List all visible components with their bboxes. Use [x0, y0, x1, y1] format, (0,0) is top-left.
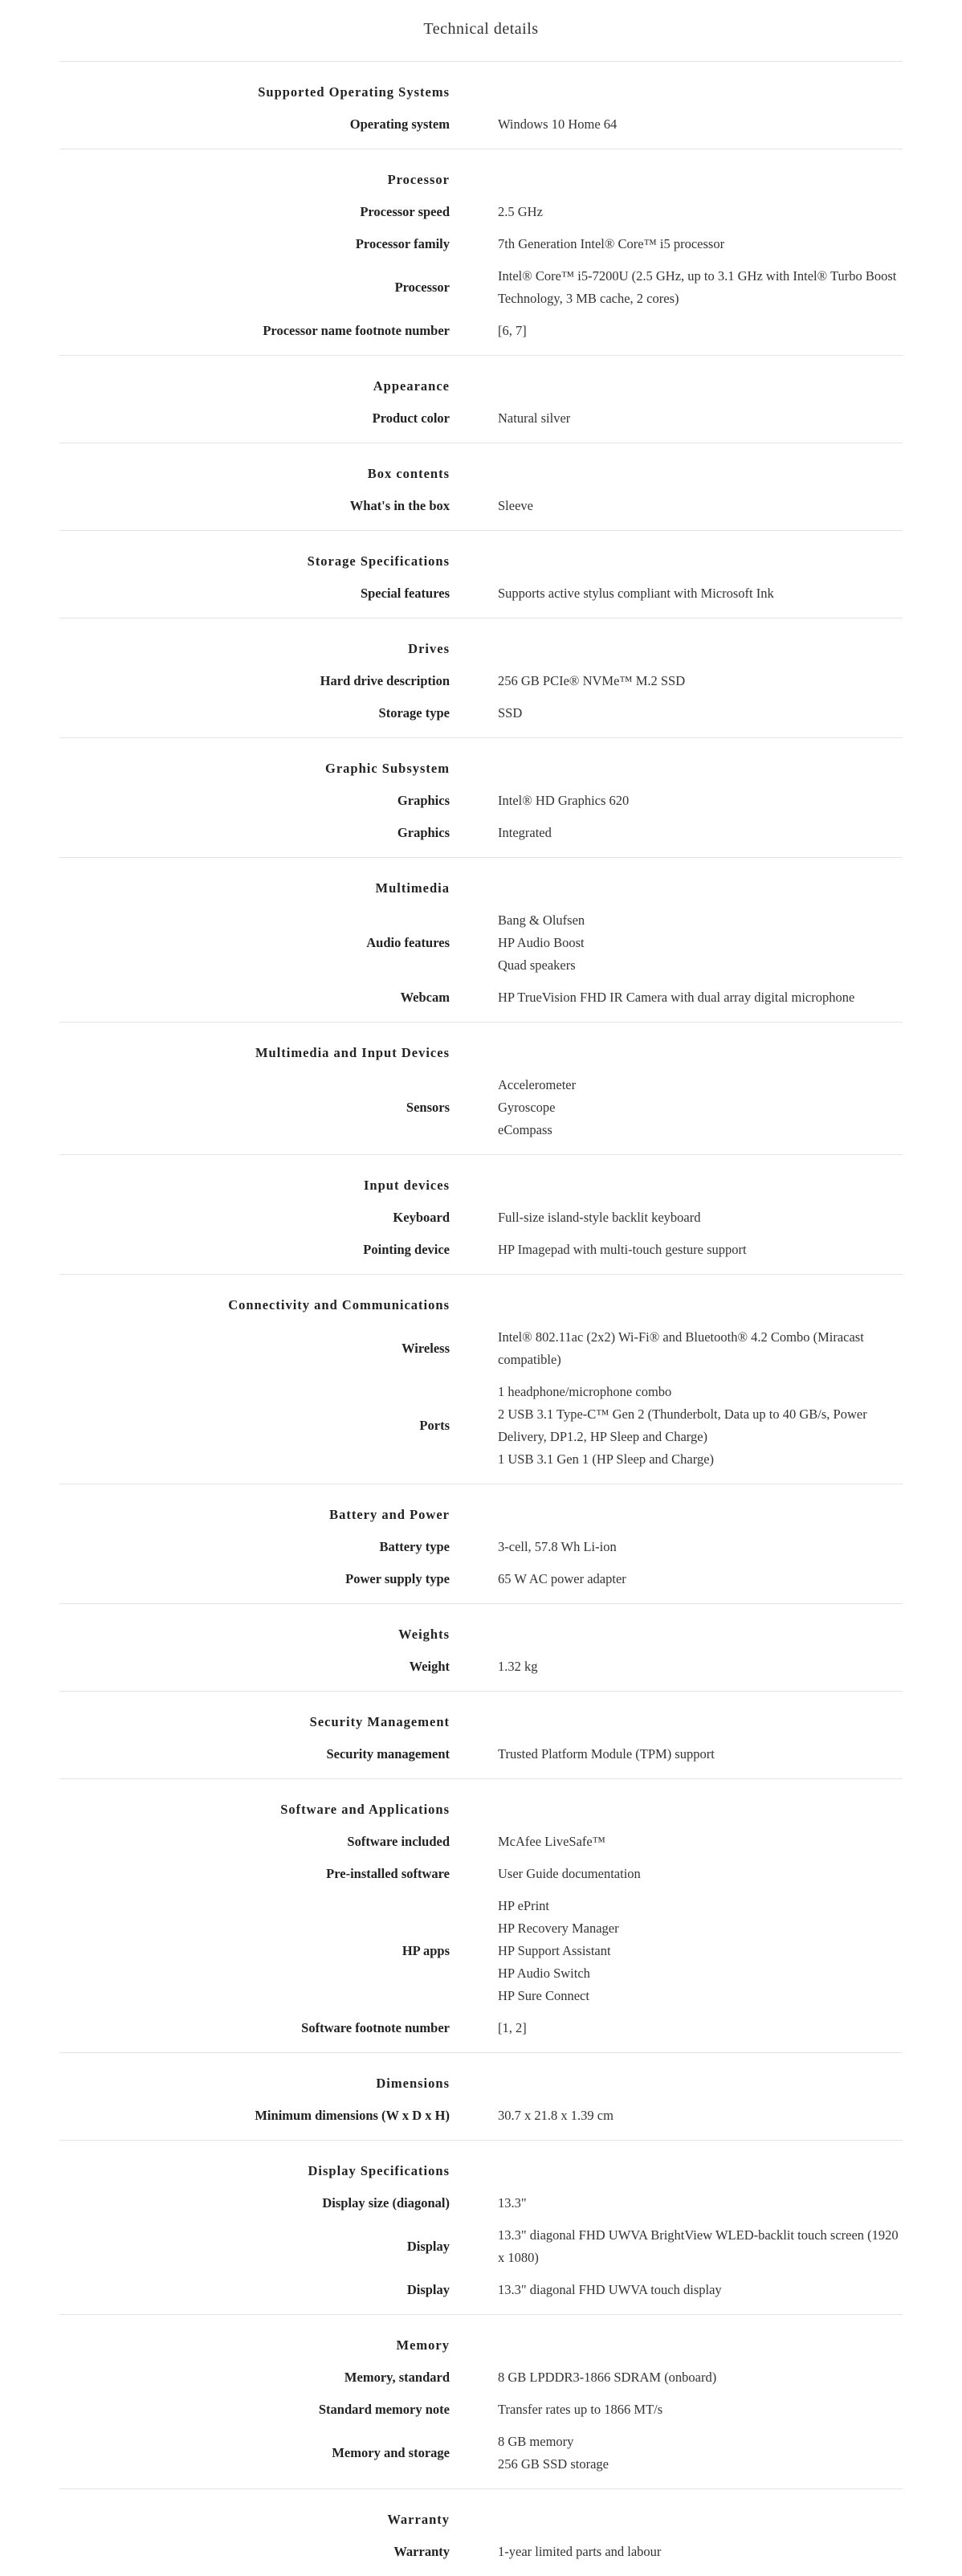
section-heading: Warranty — [387, 2512, 450, 2527]
spec-section — [59, 2140, 903, 2314]
section-header — [59, 2155, 903, 2187]
spec-value-line: 1 headphone/microphone combo — [498, 1384, 672, 1399]
spec-section — [59, 530, 903, 618]
spec-value-line: Natural silver — [498, 410, 571, 426]
spec-label: Display — [406, 2239, 450, 2254]
spec-value-line: 13.3" diagonal FHD UWVA touch display — [498, 2282, 722, 2297]
spec-value-line: McAfee LiveSafe™ — [498, 1834, 605, 1849]
spec-row — [59, 402, 903, 435]
spec-value-line: HP ePrint — [498, 1898, 550, 1913]
spec-value — [498, 113, 617, 136]
spec-value-line: 1-year limited parts and labour — [498, 2544, 662, 2559]
spec-value — [498, 790, 629, 812]
spec-row — [59, 1202, 903, 1234]
section-header — [59, 2504, 903, 2536]
spec-label: Audio features — [366, 935, 450, 950]
spec-label: Power supply type — [345, 1571, 450, 1586]
spec-value — [498, 2398, 662, 2421]
spec-label: Processor speed — [360, 204, 450, 219]
spec-row — [59, 665, 903, 697]
spec-row — [59, 2012, 903, 2044]
spec-value-line: 30.7 x 21.8 x 1.39 cm — [498, 2108, 613, 2123]
spec-row — [59, 228, 903, 260]
spec-value-line: eCompass — [498, 1122, 552, 1137]
section-heading: Multimedia — [375, 880, 450, 896]
spec-row — [59, 1826, 903, 1858]
spec-value-line: HP Imagepad with multi-touch gesture support — [498, 1242, 747, 1257]
spec-value — [498, 2104, 613, 2127]
spec-value-line: Transfer rates up to 1866 MT/s — [498, 2402, 663, 2417]
spec-value-line: Gyroscope — [498, 1100, 556, 1115]
spec-value — [498, 1536, 617, 1558]
spec-row — [59, 2274, 903, 2306]
spec-section — [59, 618, 903, 737]
section-heading: Processor — [387, 172, 450, 187]
section-heading: Supported Operating Systems — [258, 84, 450, 100]
section-header — [59, 76, 903, 108]
spec-label: Battery type — [379, 1539, 450, 1554]
spec-value — [498, 1074, 576, 1141]
section-header — [59, 1037, 903, 1069]
spec-value-line: Accelerometer — [498, 1077, 577, 1092]
spec-section — [59, 443, 903, 530]
spec-row — [59, 1563, 903, 1595]
section-header — [59, 370, 903, 402]
spec-value-line: Sleeve — [498, 498, 533, 513]
spec-value-line: Bang & Olufsen — [498, 912, 585, 928]
spec-row — [59, 260, 903, 315]
spec-row — [59, 1321, 903, 1376]
spec-section — [59, 1484, 903, 1603]
spec-label: Security management — [326, 1746, 450, 1762]
spec-value-line: Trusted Platform Module (TPM) support — [498, 1746, 715, 1762]
spec-label: Storage type — [378, 705, 450, 721]
section-heading: Drives — [408, 641, 450, 656]
section-header — [59, 633, 903, 665]
spec-value — [498, 1831, 605, 1853]
spec-value-line: User Guide documentation — [498, 1866, 641, 1881]
spec-value-line: Windows 10 Home 64 — [498, 116, 618, 132]
spec-value-line: 8 GB memory — [498, 2434, 574, 2449]
spec-label: Standard memory note — [318, 2402, 450, 2417]
section-header — [59, 1499, 903, 1531]
section-header — [59, 2329, 903, 2362]
spec-section — [59, 2052, 903, 2140]
section-header — [59, 753, 903, 785]
spec-value-line: 13.3" — [498, 2195, 527, 2211]
section-heading: Battery and Power — [329, 1507, 450, 1522]
spec-value — [498, 201, 543, 223]
spec-label: Memory, standard — [344, 2370, 450, 2385]
spec-value — [498, 1568, 626, 1590]
spec-section — [59, 1022, 903, 1154]
spec-section — [59, 355, 903, 443]
section-heading: Box contents — [367, 466, 450, 481]
spec-value — [498, 2192, 527, 2215]
section-heading: Multimedia and Input Devices — [255, 1045, 450, 1060]
spec-label: Memory and storage — [332, 2445, 450, 2460]
spec-value-line: 2 USB 3.1 Type-C™ Gen 2 (Thunderbolt, Data up to 40 GB/s, Power Delivery, DP1.2, HP Sleep and Charge) — [498, 1406, 867, 1444]
spec-value-line: Intel® Core™ i5-7200U (2.5 GHz, up to 3.1 GHz with Intel® Turbo Boost Technology, 3 MB cache, 2 cores) — [498, 268, 897, 306]
spec-row — [59, 1234, 903, 1266]
spec-table — [59, 61, 903, 2576]
spec-value — [498, 1381, 903, 1471]
spec-section — [59, 857, 903, 1022]
spec-value — [498, 407, 570, 430]
spec-value-line: 13.3" diagonal FHD UWVA BrightView WLED-backlit touch screen (1920 x 1080) — [498, 2227, 899, 2265]
spec-row — [59, 1531, 903, 1563]
spec-label: Display size (diagonal) — [322, 2195, 450, 2211]
spec-value-line: Supports active stylus compliant with Microsoft Ink — [498, 586, 774, 601]
spec-value — [498, 909, 585, 977]
spec-label: HP apps — [402, 1943, 450, 1958]
spec-value — [498, 1863, 641, 1885]
spec-section — [59, 1274, 903, 1484]
spec-value-line: Intel® 802.11ac (2x2) Wi-Fi® and Bluetooth® 4.2 Combo (Miracast compatible) — [498, 1329, 864, 1367]
spec-value — [498, 702, 522, 725]
spec-label: What's in the box — [349, 498, 450, 513]
spec-value-line: 65 W AC power adapter — [498, 1571, 626, 1586]
spec-value-line: 3-cell, 57.8 Wh Li-ion — [498, 1539, 617, 1554]
spec-label: Graphics — [397, 793, 450, 808]
spec-value — [498, 2279, 722, 2301]
spec-value-line: HP TrueVision FHD IR Camera with dual array digital microphone — [498, 990, 855, 1005]
spec-value-line: 256 GB PCIe® NVMe™ M.2 SSD — [498, 673, 686, 688]
spec-row — [59, 904, 903, 982]
spec-label: Operating system — [349, 116, 450, 132]
spec-label: Processor name footnote number — [263, 323, 450, 338]
spec-label: Keyboard — [393, 1210, 450, 1225]
spec-row — [59, 315, 903, 347]
section-header — [59, 1706, 903, 1738]
spec-label: Software footnote number — [301, 2020, 450, 2035]
spec-label: Webcam — [400, 990, 450, 1005]
spec-label: Special features — [360, 586, 450, 601]
spec-label: Pointing device — [363, 1242, 450, 1257]
spec-value — [498, 2017, 527, 2039]
spec-section — [59, 1603, 903, 1691]
spec-value — [498, 320, 527, 342]
spec-row — [59, 2536, 903, 2568]
spec-row — [59, 108, 903, 141]
section-heading: Software and Applications — [280, 1802, 450, 1817]
spec-section — [59, 2314, 903, 2488]
spec-label: Warranty — [393, 2544, 450, 2559]
spec-row — [59, 2362, 903, 2394]
spec-label: Processor family — [355, 236, 450, 251]
spec-value-line: HP Support Assistant — [498, 1943, 611, 1958]
spec-section — [59, 2488, 903, 2576]
spec-row — [59, 578, 903, 610]
section-header — [59, 545, 903, 578]
spec-value — [498, 2541, 661, 2563]
section-header — [59, 164, 903, 196]
spec-value-line: [6, 7] — [498, 323, 527, 338]
spec-value — [498, 2366, 716, 2389]
section-header — [59, 1794, 903, 1826]
spec-section — [59, 737, 903, 857]
spec-row — [59, 1069, 903, 1146]
section-heading: Dimensions — [376, 2076, 450, 2091]
spec-section — [59, 61, 903, 149]
spec-value — [498, 670, 685, 692]
spec-value — [498, 495, 533, 517]
spec-row — [59, 2219, 903, 2274]
spec-value — [498, 1895, 619, 2007]
section-heading: Graphic Subsystem — [325, 761, 450, 776]
section-heading: Appearance — [373, 378, 450, 394]
section-heading: Storage Specifications — [307, 553, 450, 569]
spec-label: Product color — [372, 410, 450, 426]
spec-value-line: Quad speakers — [498, 957, 576, 973]
spec-value — [498, 1239, 747, 1261]
spec-label: Weight — [409, 1659, 450, 1674]
spec-value — [498, 265, 903, 310]
spec-value — [498, 822, 552, 844]
spec-row — [59, 1376, 903, 1476]
spec-row — [59, 490, 903, 522]
section-header — [59, 872, 903, 904]
spec-value-line: 1 USB 3.1 Gen 1 (HP Sleep and Charge) — [498, 1451, 715, 1467]
spec-row — [59, 196, 903, 228]
spec-value-line: HP Audio Switch — [498, 1966, 590, 1981]
spec-section — [59, 149, 903, 355]
spec-label: Hard drive description — [320, 673, 450, 688]
section-heading: Memory — [396, 2337, 450, 2353]
spec-section — [59, 1778, 903, 2052]
spec-section — [59, 1691, 903, 1778]
spec-label: Wireless — [402, 1341, 450, 1356]
spec-row — [59, 982, 903, 1014]
spec-row — [59, 2187, 903, 2219]
spec-value — [498, 1206, 700, 1229]
spec-value — [498, 582, 774, 605]
spec-value-line: 2.5 GHz — [498, 204, 543, 219]
spec-value-line: [1, 2] — [498, 2020, 527, 2035]
section-heading: Display Specifications — [308, 2163, 450, 2178]
spec-row — [59, 1858, 903, 1890]
spec-row — [59, 1738, 903, 1770]
spec-row — [59, 785, 903, 817]
spec-row — [59, 2426, 903, 2480]
section-header — [59, 1170, 903, 1202]
spec-label: Processor — [394, 280, 450, 295]
section-header — [59, 1619, 903, 1651]
section-heading: Security Management — [309, 1714, 450, 1729]
spec-value — [498, 1326, 903, 1371]
section-heading: Input devices — [364, 1178, 450, 1193]
section-header — [59, 2068, 903, 2100]
section-header — [59, 1289, 903, 1321]
spec-row — [59, 2394, 903, 2426]
spec-row — [59, 2100, 903, 2132]
spec-row — [59, 697, 903, 729]
section-heading: Connectivity and Communications — [228, 1297, 450, 1312]
spec-value — [498, 1655, 538, 1678]
spec-label: Pre-installed software — [326, 1866, 450, 1881]
spec-value-line: 8 GB LPDDR3-1866 SDRAM (onboard) — [498, 2370, 717, 2385]
spec-label: Display — [406, 2282, 450, 2297]
spec-row — [59, 1651, 903, 1683]
section-header — [59, 458, 903, 490]
spec-label: Software included — [347, 1834, 450, 1849]
spec-value-line: HP Sure Connect — [498, 1988, 589, 2003]
spec-value-line: 7th Generation Intel® Core™ i5 processor — [498, 236, 725, 251]
spec-value-line: Full-size island-style backlit keyboard — [498, 1210, 701, 1225]
spec-value-line: SSD — [498, 705, 523, 721]
spec-label: Graphics — [397, 825, 450, 840]
spec-value — [498, 2224, 903, 2269]
spec-value-line: HP Audio Boost — [498, 935, 585, 950]
spec-value-line: 1.32 kg — [498, 1659, 538, 1674]
spec-label: Minimum dimensions (W x D x H) — [255, 2108, 450, 2123]
spec-value-line: HP Recovery Manager — [498, 1921, 619, 1936]
spec-value — [498, 233, 724, 255]
spec-row — [59, 817, 903, 849]
spec-label: Ports — [419, 1418, 450, 1433]
spec-value-line: 256 GB SSD storage — [498, 2456, 609, 2472]
spec-value-line: Intel® HD Graphics 620 — [498, 793, 630, 808]
page-title: Technical details — [423, 20, 539, 38]
spec-row — [59, 1890, 903, 2012]
spec-value-line: Integrated — [498, 825, 552, 840]
section-heading: Weights — [398, 1627, 450, 1642]
spec-value — [498, 1743, 715, 1766]
spec-value — [498, 986, 854, 1009]
spec-section — [59, 1154, 903, 1274]
spec-label: Sensors — [406, 1100, 450, 1115]
spec-value — [498, 2431, 609, 2476]
